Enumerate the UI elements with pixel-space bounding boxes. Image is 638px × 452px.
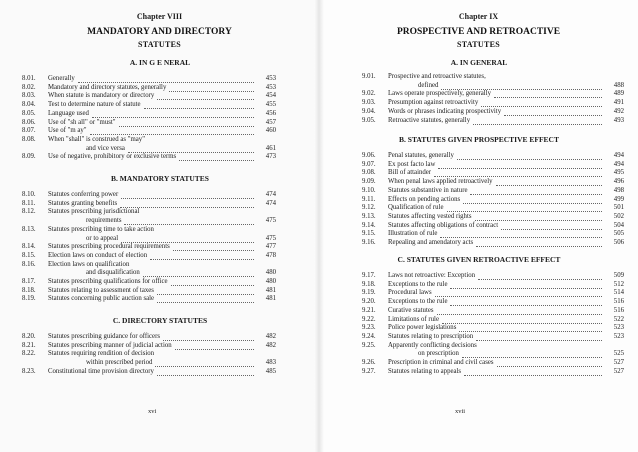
entry-title: When statute is mandatory or directory <box>48 92 155 100</box>
dot-leader <box>450 287 602 289</box>
entry-title: Illustration of rule <box>388 230 438 238</box>
toc-entry[interactable] <box>22 75 276 83</box>
toc-entry[interactable] <box>22 243 276 251</box>
toc-entry[interactable] <box>22 252 276 260</box>
section-heading: B. MANDATORY STATUTES <box>111 174 209 183</box>
toc-entry[interactable] <box>362 350 624 358</box>
page-reference: 483 <box>265 359 276 367</box>
section-number: 8.08. <box>22 135 36 143</box>
section-number: 9.17. <box>362 272 376 279</box>
chapter-label: Chapter IX <box>458 12 499 21</box>
page-reference: 495 <box>613 169 624 177</box>
page-reference: 523 <box>613 324 624 332</box>
section-number: 9.22. <box>362 315 376 323</box>
entry-title: Laws operate prospectively, generally <box>388 90 491 98</box>
section-number: 9.10. <box>362 186 376 194</box>
page-reference: 457 <box>265 118 276 126</box>
entry-title: Presumption against retroactivity <box>388 99 479 107</box>
dot-leader <box>120 206 254 208</box>
entry-title: Qualification of rule <box>388 204 444 212</box>
section-number: 8.07. <box>22 127 36 135</box>
toc-entry[interactable] <box>362 281 624 289</box>
page-reference: 461 <box>265 144 276 152</box>
section-number: 9.13. <box>362 212 376 220</box>
entry-title: Effects on pending actions <box>388 195 461 203</box>
dot-leader <box>179 159 254 161</box>
section-number: 8.19. <box>22 295 36 303</box>
toc-entry[interactable] <box>22 208 276 216</box>
entry-title: Election laws on qualification <box>48 260 130 268</box>
dot-leader <box>470 193 602 195</box>
section-number: 9.12. <box>362 204 376 212</box>
section-number: 9.08. <box>362 169 376 177</box>
toc-entry[interactable] <box>362 368 624 376</box>
toc-entry[interactable] <box>22 119 276 127</box>
page-reference: 455 <box>265 101 276 109</box>
section-number: 9.20. <box>362 298 376 306</box>
section-number: 8.09. <box>22 153 36 161</box>
page-reference: 504 <box>613 221 624 229</box>
section-number: 8.05. <box>22 109 36 117</box>
toc-entry[interactable] <box>362 289 624 297</box>
section-number: 9.02. <box>362 90 376 98</box>
dot-leader <box>475 219 602 221</box>
page-reference: 527 <box>613 367 624 375</box>
toc-entry[interactable] <box>362 73 624 81</box>
page-reference: 456 <box>265 109 276 117</box>
dot-leader <box>464 374 602 376</box>
page-reference: 494 <box>613 160 624 168</box>
entry-title: Exceptions to the rule <box>388 280 448 288</box>
toc-entry[interactable] <box>362 213 624 221</box>
page-reference: 453 <box>265 83 276 91</box>
entry-title: Procedural laws <box>388 289 432 297</box>
page-reference: 523 <box>613 332 624 340</box>
toc-entry[interactable] <box>362 307 624 315</box>
chapter-title: PROSPECTIVE AND RETROACTIVE <box>396 27 561 37</box>
dot-leader <box>163 339 254 341</box>
page-reference: 496 <box>613 178 624 186</box>
dot-leader <box>157 293 254 295</box>
chapter-subtitle: STATUTES <box>456 40 500 49</box>
section-number: 8.18. <box>22 286 36 294</box>
entry-title: Statutes affecting vested rights <box>388 212 472 220</box>
page-reference: 474 <box>265 199 276 207</box>
toc-entry[interactable] <box>362 316 624 324</box>
section-heading: A. IN GENERAL <box>450 58 508 67</box>
section-number: 9.26. <box>362 359 376 366</box>
page-reference: 494 <box>613 152 624 159</box>
entry-title: Statutes relating to appeals <box>388 367 462 375</box>
dot-leader <box>143 275 254 277</box>
entry-title: defined <box>418 81 439 89</box>
page-reference: 475 <box>265 217 276 225</box>
dot-leader <box>128 151 254 153</box>
toc-entry[interactable] <box>362 90 624 98</box>
entry-title: and vice versa <box>86 144 125 152</box>
dot-leader <box>119 125 254 127</box>
dot-leader <box>496 184 602 186</box>
toc-entry[interactable] <box>362 333 624 341</box>
toc-entry[interactable] <box>362 161 624 169</box>
page-reference: 493 <box>613 116 624 124</box>
section-heading: C. DIRECTORY STATUTES <box>112 316 208 325</box>
page-reference: 498 <box>613 186 624 194</box>
entry-title: on prescription <box>418 350 459 358</box>
book-gutter <box>314 0 324 452</box>
section-number: 9.01. <box>362 73 376 80</box>
entry-title: Penal statutes, generally <box>388 152 454 159</box>
toc-entry[interactable] <box>22 342 276 350</box>
toc-entry[interactable] <box>22 235 276 243</box>
dot-leader <box>435 295 602 297</box>
dot-leader <box>463 202 602 204</box>
toc-entry[interactable] <box>362 204 624 212</box>
page-reference: 481 <box>265 295 276 303</box>
entry-title: within prescribed period <box>86 359 153 367</box>
page-reference: 454 <box>265 92 276 100</box>
page-reference: 499 <box>613 195 624 203</box>
dot-leader <box>169 90 254 92</box>
entry-title: When penal laws applied retroactively <box>388 178 493 186</box>
toc-entry[interactable] <box>22 287 276 295</box>
entry-title: Exceptions to the rule <box>388 298 448 306</box>
entry-title: Statutes prescribing guidance for officers <box>48 333 160 340</box>
page-reference: 514 <box>613 289 624 297</box>
dot-leader <box>457 158 602 160</box>
dot-leader <box>440 236 602 238</box>
entry-title: Mandatory and directory statutes, generally <box>48 83 167 91</box>
entry-title: Constitutional time provision directory <box>48 367 154 375</box>
toc-entry[interactable] <box>22 153 276 161</box>
section-number: 8.02. <box>22 83 36 91</box>
toc-entry[interactable] <box>362 196 624 204</box>
section-number: 9.03. <box>362 99 376 107</box>
toc-entry[interactable] <box>22 92 276 100</box>
page-reference: 512 <box>613 280 624 288</box>
section-number: 8.12. <box>22 208 36 216</box>
dot-leader <box>155 365 254 367</box>
page-reference: 473 <box>265 153 276 161</box>
entry-title: Language used <box>48 109 89 117</box>
entry-title: or to appeal <box>86 234 119 242</box>
entry-title: Statutes relating to prescription <box>388 332 474 340</box>
section-number: 9.18. <box>362 280 376 288</box>
toc-entry[interactable] <box>22 191 276 199</box>
dot-leader <box>124 223 254 225</box>
dot-leader <box>473 123 602 125</box>
page-reference: 516 <box>613 298 624 306</box>
toc-entry[interactable] <box>362 117 624 125</box>
toc-entry[interactable] <box>22 217 276 225</box>
dot-leader <box>78 81 254 83</box>
toc-entry[interactable] <box>22 226 276 234</box>
entry-title: Police power legislations <box>388 324 457 332</box>
page-reference: 488 <box>613 81 624 89</box>
entry-title: and disqualification <box>86 269 140 277</box>
entry-title: Repealing and amendatory acts <box>388 239 474 246</box>
dot-leader <box>478 278 602 280</box>
section-number: 9.07. <box>362 160 376 168</box>
page-reference: 491 <box>613 99 624 107</box>
entry-title: Statutes conferring power <box>48 191 119 198</box>
page-reference: 492 <box>613 107 624 115</box>
section-number: 8.11. <box>22 199 36 207</box>
page-reference: 502 <box>613 212 624 220</box>
section-heading: A. IN G E NERAL <box>129 58 191 67</box>
toc-entry[interactable] <box>22 350 276 358</box>
section-number: 8.15. <box>22 251 36 259</box>
section-number: 8.22. <box>22 350 36 358</box>
toc-entry[interactable] <box>362 298 624 306</box>
dot-leader <box>157 301 254 303</box>
entry-title: Bill of attainder <box>388 169 432 177</box>
toc-entry[interactable] <box>22 101 276 109</box>
page-reference: 481 <box>265 286 276 294</box>
dot-leader <box>497 365 602 367</box>
dot-leader <box>438 167 602 169</box>
section-number: 9.19. <box>362 289 376 297</box>
toc-entry[interactable] <box>362 99 624 107</box>
section-number: 8.13. <box>22 225 36 233</box>
toc-entry[interactable] <box>22 136 276 144</box>
page-reference: 480 <box>265 278 276 285</box>
page-reference: 501 <box>613 204 624 212</box>
dot-leader <box>450 304 602 306</box>
entry-title: Apparently conflicting decisions <box>388 341 477 349</box>
page-reference: 460 <box>265 127 276 135</box>
section-number: 9.27. <box>362 367 376 375</box>
toc-entry[interactable] <box>362 230 624 238</box>
section-number: 8.06. <box>22 118 36 126</box>
toc-entry[interactable] <box>22 127 276 135</box>
entry-title: Prescription in criminal and civil cases <box>388 359 494 366</box>
section-number: 9.11. <box>362 195 376 203</box>
chapter-subtitle: STATUTES <box>137 40 181 49</box>
dot-leader <box>144 107 254 109</box>
page-reference: 477 <box>265 243 276 251</box>
toc-entry[interactable] <box>362 342 624 350</box>
toc-entry[interactable] <box>22 145 276 153</box>
toc-entry[interactable] <box>22 200 276 208</box>
dot-leader <box>121 241 254 243</box>
toc-entry[interactable] <box>362 82 624 90</box>
entry-title: When "shall" is construed as "may" <box>48 135 145 143</box>
dot-leader <box>434 175 602 177</box>
entry-title: Statutes relating to assessment of taxes <box>48 286 154 294</box>
dot-leader <box>501 228 602 230</box>
section-number: 8.21. <box>22 341 36 349</box>
section-number: 9.25. <box>362 341 376 349</box>
dot-leader <box>441 88 602 90</box>
dot-leader <box>157 374 254 376</box>
toc-entry[interactable] <box>362 169 624 177</box>
dot-leader <box>442 322 602 324</box>
dot-leader <box>157 98 254 100</box>
toc-entry[interactable] <box>22 84 276 92</box>
dot-leader <box>447 210 602 212</box>
toc-entry[interactable] <box>22 295 276 303</box>
page-reference: 527 <box>613 359 624 366</box>
entry-title: Statutes prescribing procedural requirements <box>48 243 170 251</box>
page-reference: 453 <box>265 75 276 82</box>
entry-title: Generally <box>48 75 75 82</box>
toc-entry[interactable] <box>22 278 276 286</box>
page-reference: 482 <box>265 341 276 349</box>
section-number: 9.24. <box>362 332 376 340</box>
entry-title: Curative statutes <box>388 306 434 314</box>
dot-leader <box>459 330 602 332</box>
dot-leader <box>121 197 254 199</box>
entry-title: Statutes prescribing qualifications for office <box>48 278 168 285</box>
page-reference: 475 <box>265 234 276 242</box>
entry-title: Statutes affecting obligations of contract <box>388 221 499 229</box>
toc-entry[interactable] <box>22 269 276 277</box>
page-reference: 525 <box>613 350 624 358</box>
section-number: 8.01. <box>22 75 36 82</box>
entry-title: Use of "sh all" or "must" <box>48 118 116 126</box>
chapter-title: MANDATORY AND DIRECTORY <box>87 27 232 37</box>
entry-title: Statutes prescribing time to take action <box>48 225 154 233</box>
entry-title: Prospective and retroactive statutes, <box>388 73 486 80</box>
page-number: xvii <box>455 408 466 415</box>
page-reference: 482 <box>265 333 276 340</box>
entry-title: Statutes prescribing manner of judicial action <box>48 341 172 349</box>
toc-entry[interactable] <box>22 359 276 367</box>
dot-leader <box>92 116 254 118</box>
page-reference: 509 <box>613 272 624 279</box>
section-number: 9.09. <box>362 178 376 186</box>
section-heading: B. STATUTES GIVEN PROSPECTIVE EFFECT <box>399 135 559 144</box>
page-reference: 478 <box>265 251 276 259</box>
dot-leader <box>437 313 602 315</box>
chapter-label: Chapter VIII <box>136 12 183 21</box>
toc-entry[interactable] <box>362 178 624 186</box>
section-number: 9.05. <box>362 116 376 124</box>
section-heading: C. STATUTES GIVEN RETROACTIVE EFFECT <box>397 255 561 264</box>
dot-leader <box>173 249 254 251</box>
toc-entry[interactable] <box>362 324 624 332</box>
page-reference: 480 <box>265 269 276 277</box>
section-number: 8.23. <box>22 367 36 375</box>
entry-title: Election laws on conduct of election <box>48 251 148 259</box>
page-reference: 474 <box>265 191 276 198</box>
entry-title: Test to determine nature of statute <box>48 101 141 109</box>
section-number: 9.14. <box>362 221 376 229</box>
toc-entry[interactable] <box>362 239 624 247</box>
toc-entry[interactable] <box>362 187 624 195</box>
entry-title: Words or phrases indicating prospectivity <box>388 107 502 115</box>
right-page <box>319 0 638 452</box>
section-number: 9.15. <box>362 230 376 238</box>
page-reference: 516 <box>613 306 624 314</box>
toc-entry[interactable] <box>362 152 624 160</box>
dot-leader <box>175 348 254 350</box>
dot-leader <box>494 96 602 98</box>
dot-leader <box>171 284 254 286</box>
entry-title: Statutes substantive in nature <box>388 186 468 194</box>
page-reference: 506 <box>613 239 624 246</box>
section-number: 8.10. <box>22 191 36 198</box>
section-number: 9.06. <box>362 152 376 159</box>
dot-leader <box>481 105 602 107</box>
section-number: 8.20. <box>22 333 36 340</box>
section-number: 9.16. <box>362 239 376 246</box>
dot-leader <box>462 356 602 358</box>
page-reference: 505 <box>613 230 624 238</box>
section-number: 8.14. <box>22 243 36 251</box>
toc-entry[interactable] <box>362 108 624 116</box>
toc-entry[interactable] <box>362 359 624 367</box>
dot-leader <box>504 114 602 116</box>
section-number: 9.21. <box>362 306 376 314</box>
entry-title: Statutes concerning public auction sale <box>48 295 155 303</box>
toc-entry[interactable] <box>22 368 276 376</box>
dot-leader <box>476 245 602 247</box>
page-reference: 485 <box>265 367 276 375</box>
entry-title: Laws not retroactive: Exception <box>388 272 476 279</box>
toc-entry[interactable] <box>22 333 276 341</box>
entry-title: Statutes prescribing jurisdictional <box>48 208 140 216</box>
dot-leader <box>90 133 254 135</box>
section-number: 8.03. <box>22 92 36 100</box>
toc-entry[interactable] <box>22 110 276 118</box>
toc-entry[interactable] <box>362 222 624 230</box>
entry-title: Ex post facto law <box>388 160 436 168</box>
entry-title: requirements <box>86 217 122 225</box>
section-number: 9.04. <box>362 107 376 115</box>
dot-leader <box>476 339 602 341</box>
entry-title: Use of "m ay" <box>48 127 87 135</box>
page-number: xvi <box>148 408 157 415</box>
entry-title: Statutes requiring rendition of decision <box>48 350 155 358</box>
section-number: 8.16. <box>22 260 36 268</box>
section-number: 9.23. <box>362 324 376 332</box>
section-number: 8.04. <box>22 101 36 109</box>
entry-title: Statutes granting benefits <box>48 199 118 207</box>
page-reference: 522 <box>613 315 624 323</box>
section-number: 8.17. <box>22 278 36 285</box>
dot-leader <box>150 258 254 260</box>
entry-title: Use of negative, prohibitory or exclusive terms <box>48 153 177 161</box>
entry-title: Retroactive statutes, generally <box>388 116 471 124</box>
toc-entry[interactable] <box>362 272 624 280</box>
toc-entry[interactable] <box>22 261 276 269</box>
page-reference: 489 <box>613 90 624 98</box>
entry-title: Limitations of rule <box>388 315 439 323</box>
